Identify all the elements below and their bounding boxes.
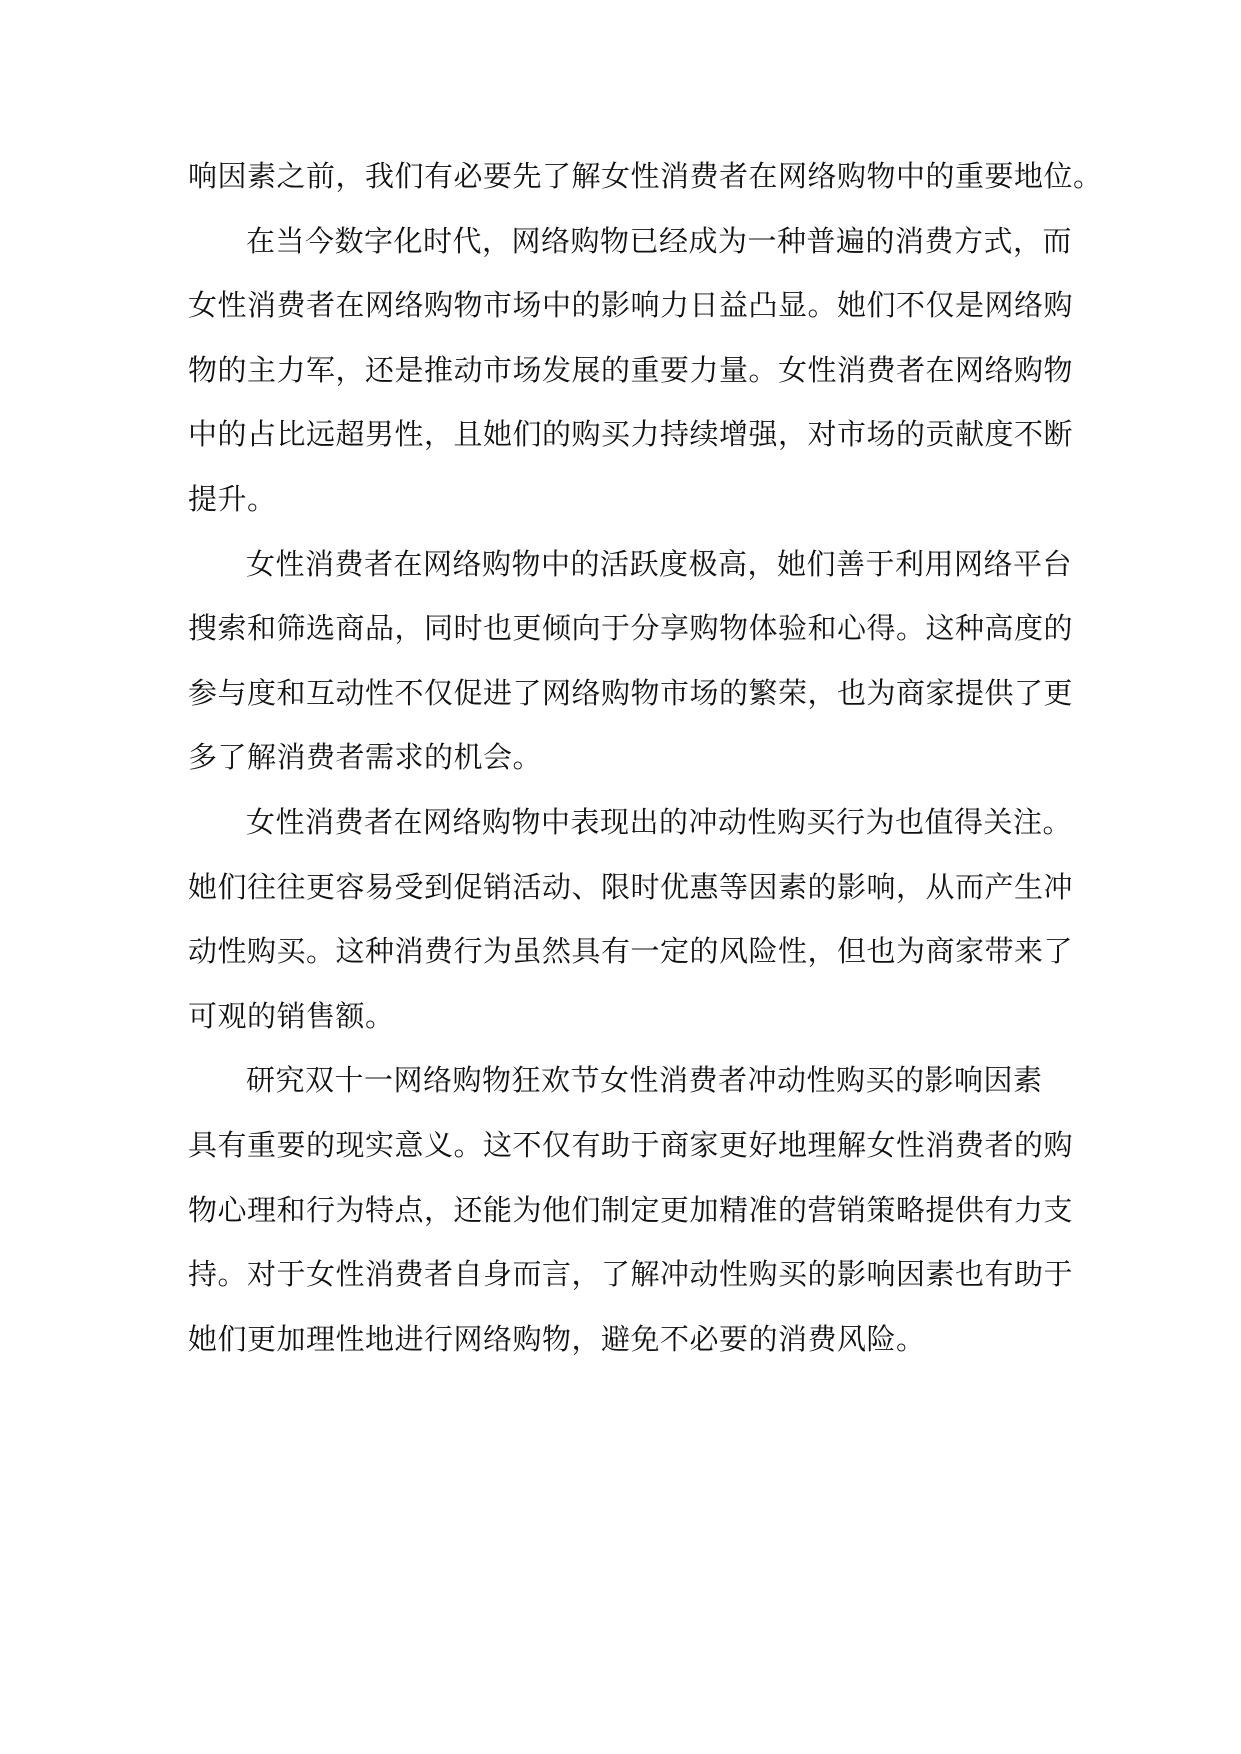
text-line: 物心理和行为特点，还能为他们制定更加精准的营销策略提供有力支: [188, 1192, 1074, 1227]
text-line: 女性消费者在网络购物中表现出的冲动性购买行为也值得关注。: [246, 804, 1073, 839]
text-line: 搜索和筛选商品，同时也更倾向于分享购物体验和心得。这种高度的: [188, 611, 1074, 646]
text-line: 动性购买。这种消费行为虽然具有一定的风险性，但也为商家带来了: [188, 934, 1074, 969]
text-line: 可观的销售额。: [188, 998, 395, 1033]
text-line: 她们往往更容易受到促销活动、限时优惠等因素的影响，从而产生冲: [188, 869, 1074, 904]
text-line: 物的主力军，还是推动市场发展的重要力量。女性消费者在网络购物: [188, 352, 1074, 387]
text-line: 在当今数字化时代，网络购物已经成为一种普遍的消费方式，而: [246, 223, 1073, 258]
body-text: [188, 144, 1103, 1371]
text-line: 持。对于女性消费者自身而言，了解冲动性购买的影响因素也有助于: [188, 1257, 1074, 1292]
text-line: 多了解消费者需求的机会。: [188, 740, 543, 775]
text-line: 参与度和互动性不仅促进了网络购物市场的繁荣，也为商家提供了更: [188, 675, 1074, 710]
text-line: 中的占比远超男性，且她们的购买力持续增强，对市场的贡献度不断: [188, 417, 1074, 452]
text-line: 具有重要的现实意义。这不仅有助于商家更好地理解女性消费者的购: [188, 1127, 1074, 1162]
text-line: 响因素之前，我们有必要先了解女性消费者在网络购物中的重要地位。: [188, 159, 1103, 193]
text-line: 研究双十一网络购物狂欢节女性消费者冲动性购买的影响因素: [246, 1063, 1043, 1098]
text-line: 提升。: [188, 481, 277, 516]
text-line: 女性消费者在网络购物中的活跃度极高，她们善于利用网络平台: [246, 546, 1073, 581]
text-line: 她们更加理性地进行网络购物，避免不必要的消费风险。: [188, 1321, 926, 1356]
text-line: 女性消费者在网络购物市场中的影响力日益凸显。她们不仅是网络购: [188, 288, 1074, 323]
